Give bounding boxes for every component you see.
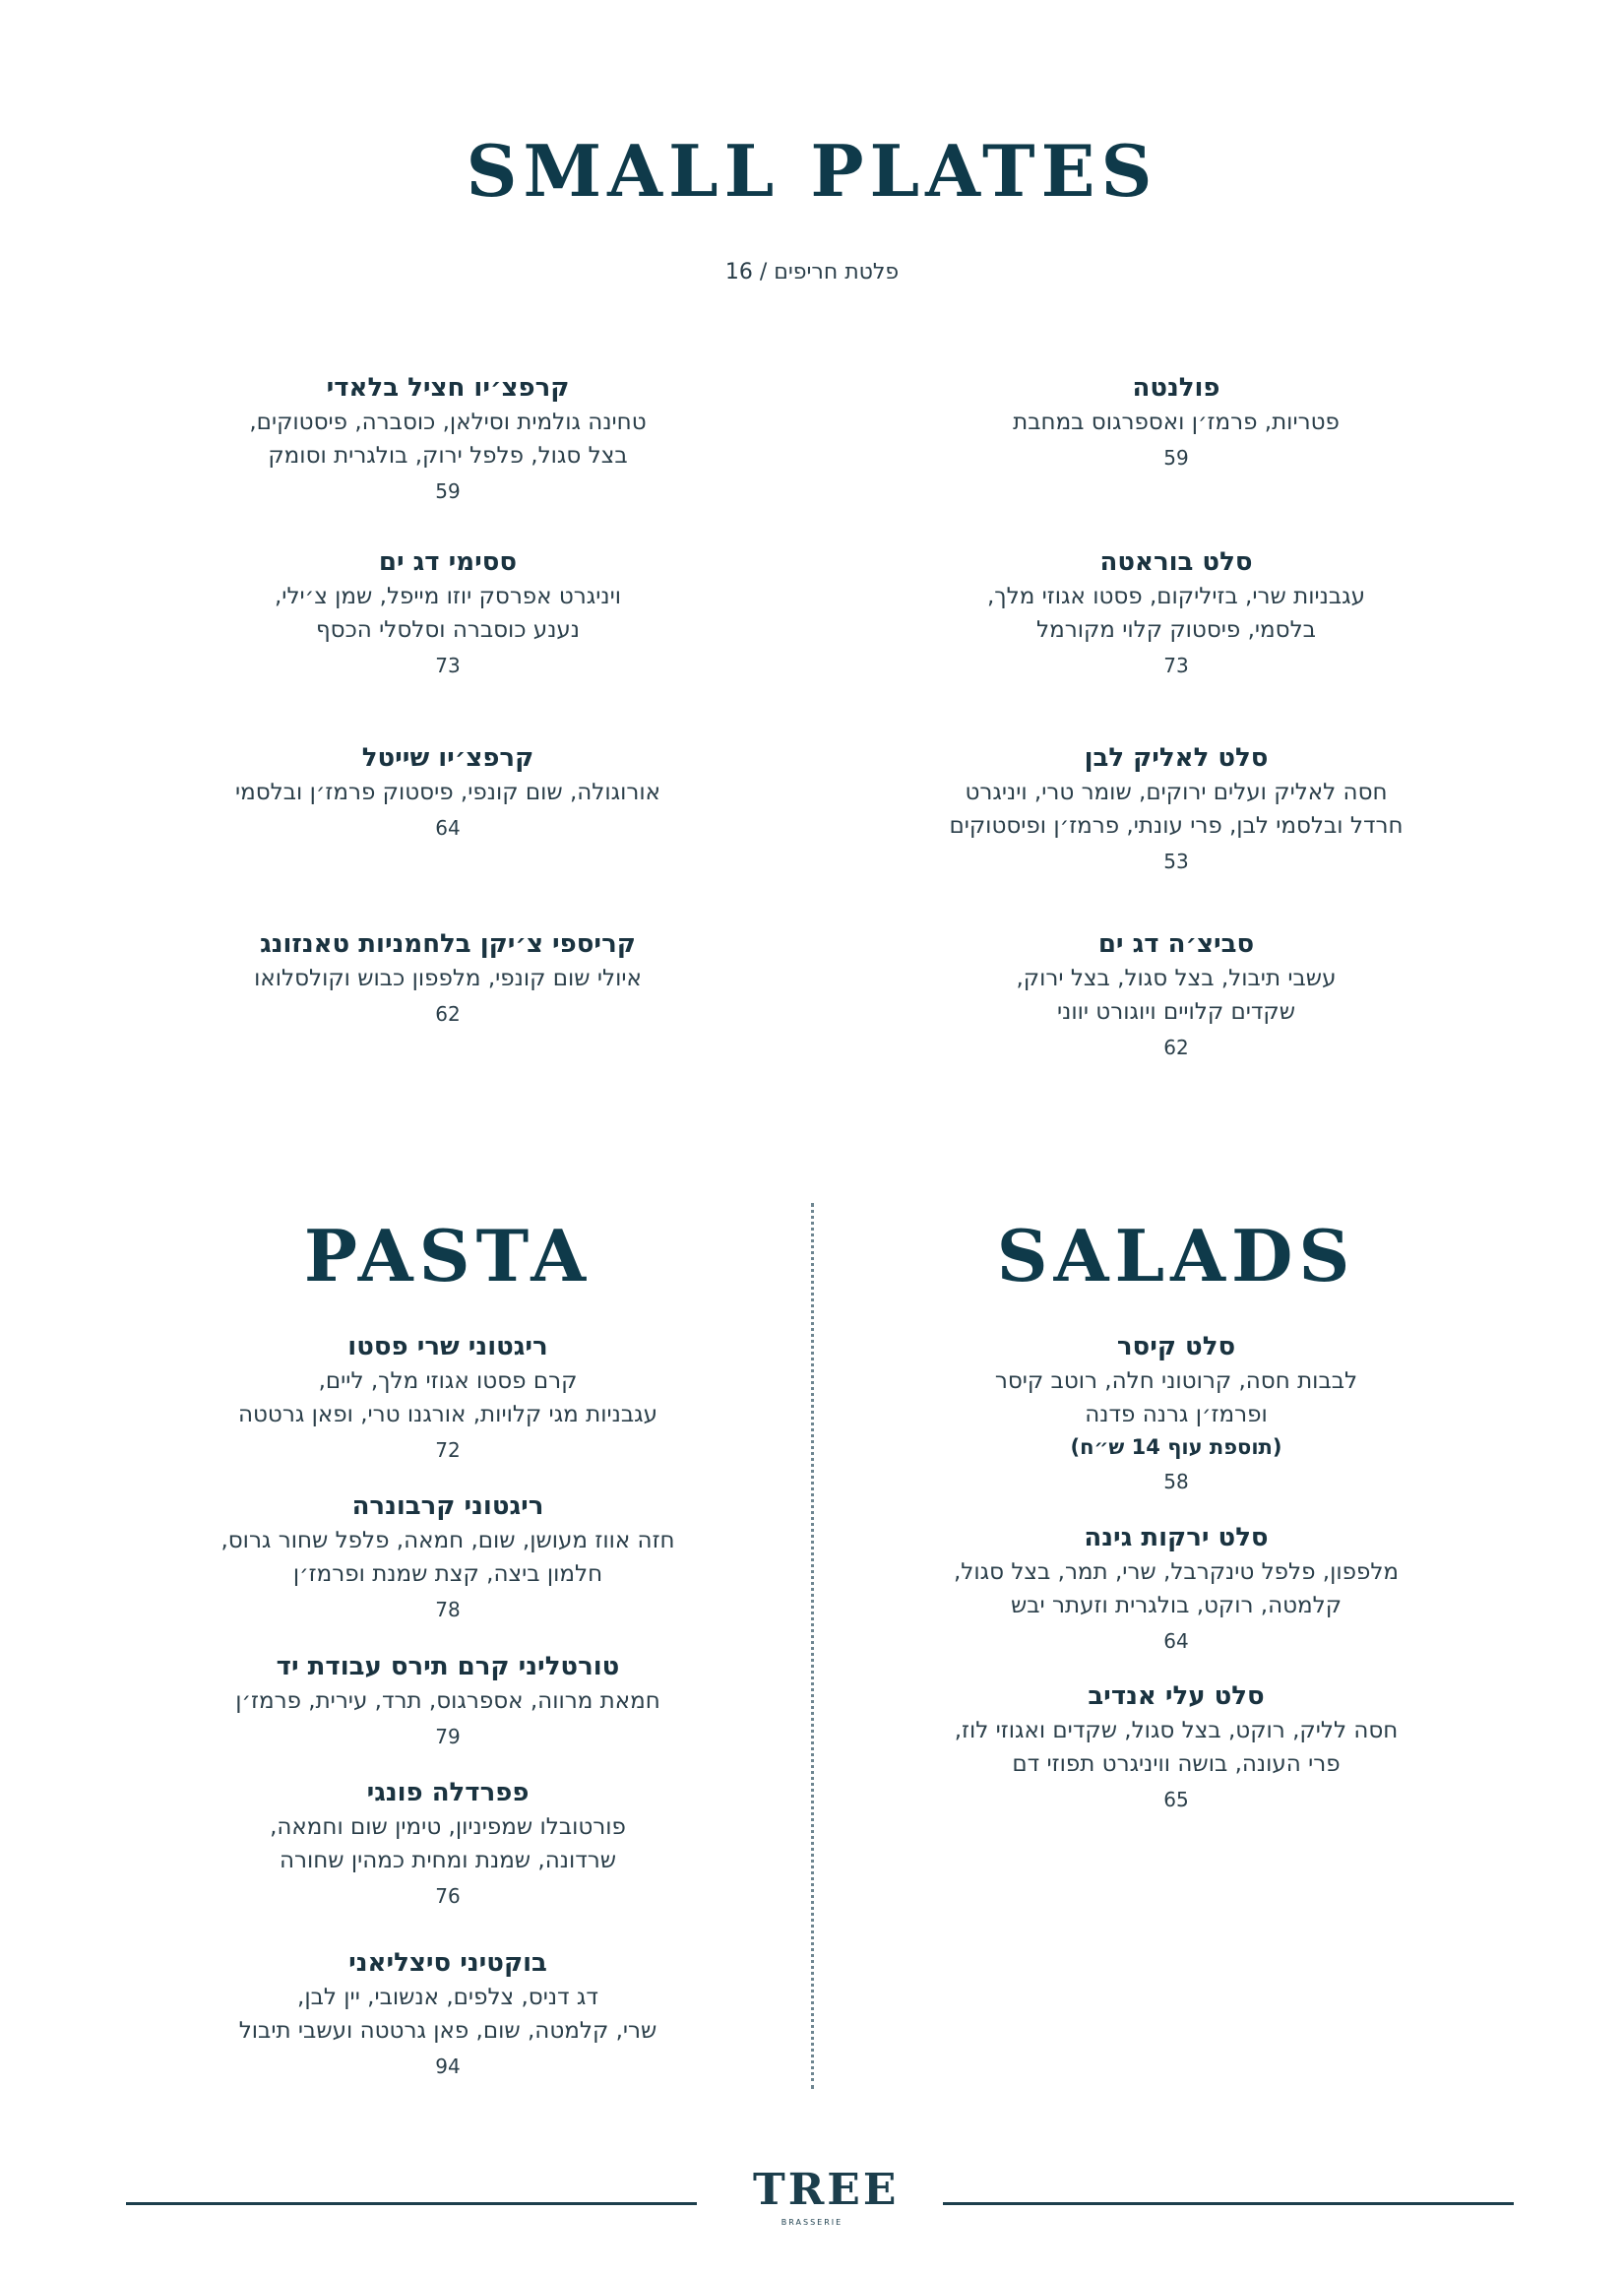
dish-desc: דג דניס, צלפים, אנשובי, יין לבן, שרי, קלמטה, שום, פאן גרטטה ועשבי תיבול xyxy=(238,1985,657,2044)
dish-name: סלט לאליק לבן xyxy=(1084,743,1269,773)
pasta-title: PASTA xyxy=(303,1214,593,1297)
dish-desc: עגבניות שרי, בזיליקום, פסטו אגוזי מלך, בלסמי, פיסטוק קלוי מקורמל xyxy=(986,584,1366,643)
dish-price: 65 xyxy=(1163,1788,1189,1811)
salads-title: SALADS xyxy=(996,1214,1356,1297)
dish-name: קרפצ׳יו שייטל xyxy=(361,743,534,773)
dish-crispy-chicken xyxy=(182,926,714,1029)
dish-price: 72 xyxy=(435,1438,461,1462)
dish-tortellini xyxy=(182,1649,714,1751)
dish-price: 58 xyxy=(1163,1470,1189,1493)
dish-price: 79 xyxy=(435,1725,461,1748)
dish-price: 64 xyxy=(1163,1629,1189,1653)
footer-line-left xyxy=(126,2202,697,2205)
dish-sashimi xyxy=(182,544,714,680)
dish-name: סלט בוראטה xyxy=(1099,547,1253,577)
dish-desc: ויניגרט אפרסק יוזו מייפל, שמן צ׳ילי, נענע כוסברה וסלסלי הכסף xyxy=(274,584,621,643)
dish-name: סלט עלי אנדיב xyxy=(1088,1681,1265,1711)
dish-price: 76 xyxy=(435,1884,461,1908)
dish-price: 59 xyxy=(435,479,461,503)
dish-desc: חסה לליק, רוקט, בצל סגול, שקדים ואגוזי לוז, פרי העונה, בושה וויניגרט תפוזי דם xyxy=(954,1718,1399,1777)
brand-logo xyxy=(753,2165,900,2227)
dish-name: קריספי צ׳יקן בלחמניות טאנזונג xyxy=(260,929,636,959)
dish-price: 64 xyxy=(435,816,461,840)
dish-name: טורטליני קרם תירס עבודת יד xyxy=(276,1652,620,1681)
dish-price: 53 xyxy=(1163,850,1189,873)
dish-ceviche xyxy=(910,926,1442,1062)
dish-name: בוקטיני סיצליאני xyxy=(348,1948,547,1978)
dish-desc: חזה אווז מעושן, שום, חמאה, פלפל שחור גרוס, חלמון ביצה, קצת שמנת ופרמז׳ן xyxy=(220,1528,675,1587)
dish-price: 62 xyxy=(1163,1036,1189,1059)
footer-line-right xyxy=(943,2202,1514,2205)
dish-desc: איולי שום קונפי, מלפפון כבוש וקולסלואו xyxy=(254,966,642,991)
dish-pappardelle xyxy=(182,1775,714,1911)
dish-name: סביצ׳ה דג ים xyxy=(1097,929,1255,959)
dish-name: סלט ירקות גינה xyxy=(1084,1523,1269,1552)
dish-note: (תוספת עוף 14 ש״ח) xyxy=(1070,1435,1282,1459)
dish-desc: אורוגולה, שום קונפי, פיסטוק פרמז׳ן ובלסמי xyxy=(234,780,661,805)
small-plates-subtitle: פלטת חריפים / 16 xyxy=(724,260,900,284)
dish-desc: פטריות, פרמז׳ן ואספרגוס במחבת xyxy=(1013,410,1340,435)
dish-rigatoni-carbonara xyxy=(182,1488,714,1624)
dish-name: פולנטה xyxy=(1132,373,1220,403)
dish-price: 62 xyxy=(435,1002,461,1026)
dish-name: קרפצ׳יו חציל בלאדי xyxy=(326,373,570,403)
dish-price: 73 xyxy=(1163,654,1189,677)
dish-desc: פורטובלו שמפיניון, טימין שום וחמאה, שרדונה, שמנת ומחית כמהין שחורה xyxy=(270,1814,626,1873)
dish-polenta xyxy=(910,370,1442,473)
dish-desc: לבבות חסה, קרוטוני חלה, רוטב קיסר ופרמז׳ן גרנה פדנה xyxy=(994,1368,1358,1427)
dish-desc: עשבי תיבול, בצל סגול, בצל ירוק, שקדים קלויים ויוגורט יווני xyxy=(1016,966,1337,1025)
logo-subtitle: BRASSERIE xyxy=(781,2218,843,2227)
dish-name: ריגטוני שרי פסטו xyxy=(347,1332,548,1361)
logo-wordmark: TREE xyxy=(753,2165,900,2215)
dish-eggplant-carpaccio xyxy=(182,370,714,506)
dish-price: 73 xyxy=(435,654,461,677)
dish-endive-salad xyxy=(910,1678,1442,1814)
dish-desc: קרם פסטו אגוזי מלך, ליים, עגבניות מגי קלויות, אורגנו טרי, ופאן גרטטה xyxy=(237,1368,658,1427)
dish-name: ריגטוני קרבונרה xyxy=(351,1491,544,1521)
dish-beef-carpaccio xyxy=(182,740,714,843)
dish-desc: מלפפון, פלפל טינקרבל, שרי, תמר, בצל סגול, קלמטה, רוקט, בולגרית וזעתר יבש xyxy=(953,1559,1400,1618)
column-divider xyxy=(811,1203,814,2089)
dish-desc: טחינה גולמית וסילאן, כוסברה, פיסטוקים, בצל סגול, פלפל ירוק, בולגרית וסומק xyxy=(249,410,647,469)
dish-price: 59 xyxy=(1163,446,1189,470)
dish-burrata-salad xyxy=(910,544,1442,680)
dish-caesar-salad xyxy=(910,1329,1442,1496)
dish-rigatoni-pesto xyxy=(182,1329,714,1465)
dish-price: 78 xyxy=(435,1598,461,1621)
small-plates-title: SMALL PLATES xyxy=(466,129,1158,213)
dish-desc: חסה לאליק ועלים ירוקים, שומר טרי, ויניגרט חרדל ובלסמי לבן, פרי עונתי, פרמז׳ן ופיסטוקים xyxy=(949,780,1404,839)
dish-name: ססימי דג ים xyxy=(378,547,518,577)
dish-bucatini xyxy=(182,1945,714,2081)
dish-name: פפרדלה פונגי xyxy=(366,1778,530,1807)
dish-name: סלט קיסר xyxy=(1116,1332,1236,1361)
dish-desc: חמאת מרווה, אספרגוס, תרד, עירית, פרמז׳ן xyxy=(235,1688,660,1714)
dish-price: 94 xyxy=(435,2055,461,2078)
dish-lalique-salad xyxy=(910,740,1442,876)
dish-garden-salad xyxy=(910,1520,1442,1656)
